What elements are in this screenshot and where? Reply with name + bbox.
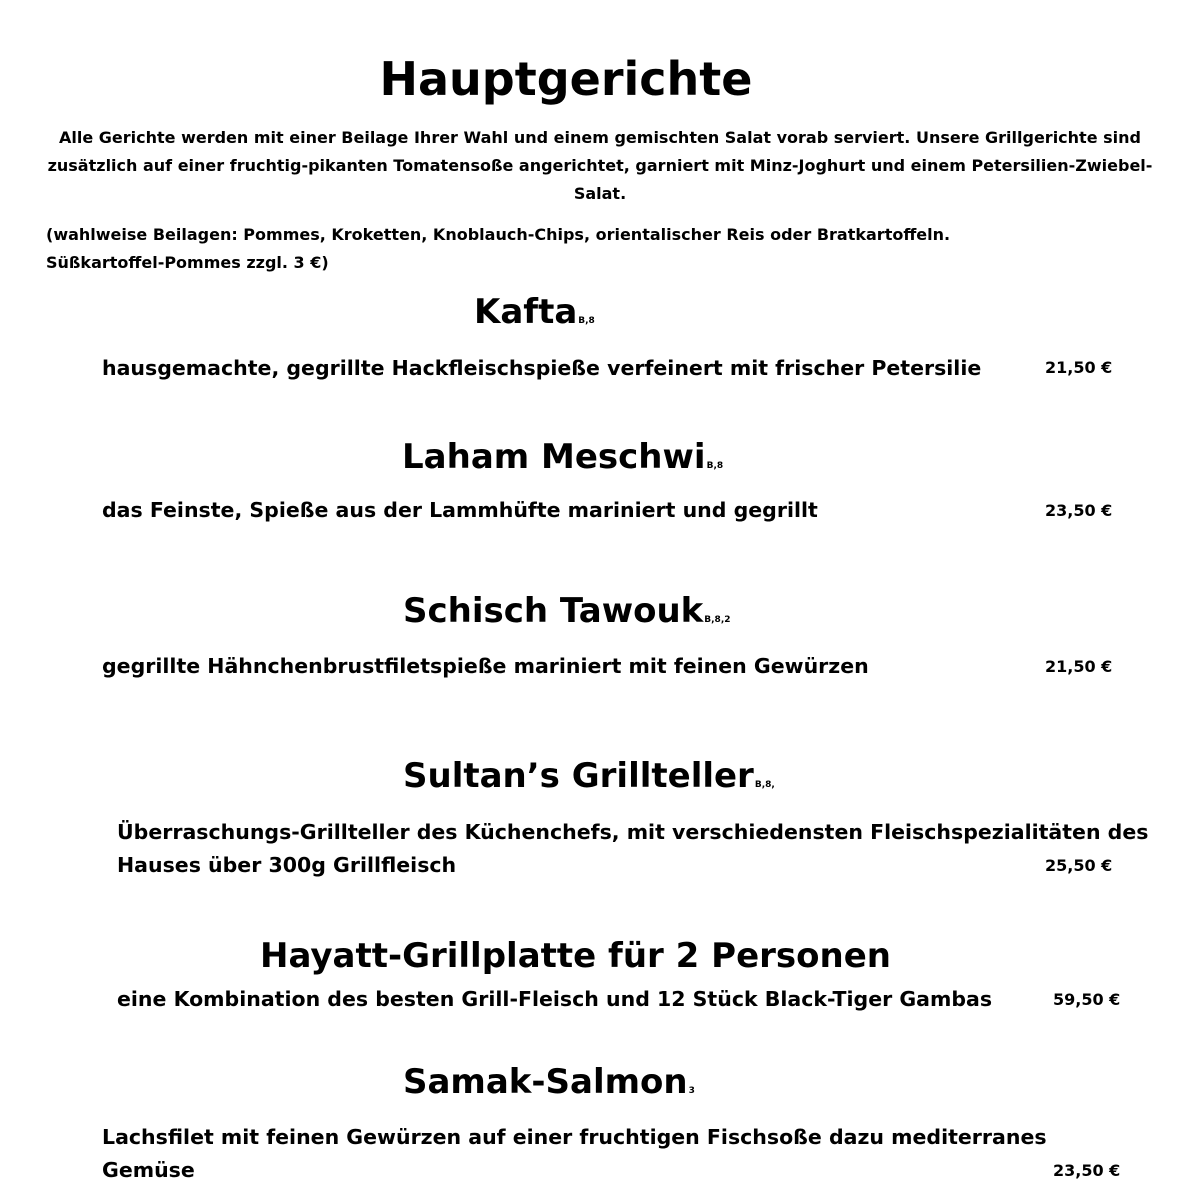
allergen-codes: 3 bbox=[688, 1086, 695, 1096]
dish-name bbox=[260, 936, 892, 976]
dish-name bbox=[402, 437, 723, 477]
dish-name-text: Hayatt-Grillplatte für 2 Personen bbox=[260, 936, 891, 976]
dish-price: 23,50 € bbox=[1053, 1161, 1121, 1180]
dish-name-text: Schisch Tawouk bbox=[403, 591, 704, 631]
sides-note bbox=[46, 221, 1146, 277]
allergen-codes: B,8 bbox=[706, 461, 724, 471]
dish-name-text: Sultan’s Grillteller bbox=[403, 756, 754, 796]
allergen-codes: B,8,2 bbox=[704, 615, 731, 625]
dish-price: 25,50 € bbox=[1045, 856, 1113, 875]
intro-text: Alle Gerichte werden mit einer Beilage Ihrer Wahl und einem gemischten Salat vorab serviert. Unsere Grillgerichte sind zusätzlich auf einer fruchtig-pikanten Tomatensoße angerichtet, garniert mit Minz-Joghurt und einem Petersilien-Zwiebel-Salat. bbox=[47, 128, 1153, 203]
dish-description: hausgemachte, gegrillte Hackfleischspieße verfeinert mit frischer Petersilie bbox=[102, 356, 982, 380]
dish-name-text: Kafta bbox=[474, 292, 578, 332]
allergen-codes: B,8, bbox=[754, 780, 775, 790]
dish-price: 23,50 € bbox=[1045, 501, 1113, 520]
dish-description: eine Kombination des besten Grill-Fleisch und 12 Stück Black-Tiger Gambas bbox=[117, 987, 993, 1011]
sides-note-line-2: Süßkartoffel-Pommes zzgl. 3 €) bbox=[46, 253, 329, 272]
dish-name bbox=[403, 591, 731, 631]
dish-description-line-2: Gemüse bbox=[102, 1158, 195, 1182]
dish-description: gegrillte Hähnchenbrustfiletspieße mariniert mit feinen Gewürzen bbox=[102, 654, 869, 678]
dish-description-line-1: Lachsfilet mit feinen Gewürzen auf einer fruchtigen Fischsoße dazu mediterranes bbox=[102, 1125, 1047, 1149]
dish-name bbox=[403, 756, 775, 796]
dish-price: 59,50 € bbox=[1053, 990, 1121, 1009]
dish-description: das Feinste, Spieße aus der Lammhüfte mariniert und gegrillt bbox=[102, 498, 818, 522]
dish-name-text: Samak-Salmon bbox=[403, 1062, 688, 1102]
page-title: Hauptgerichte bbox=[379, 52, 753, 106]
allergen-codes: B,8 bbox=[578, 316, 595, 326]
sides-note-line-1: (wahlweise Beilagen: Pommes, Kroketten, Knoblauch-Chips, orientalischer Reis oder Bratkartoffeln. bbox=[46, 225, 951, 244]
dish-description-line-1: Überraschungs-Grillteller des Küchenchefs, mit verschiedensten Fleischspezialitäten des bbox=[117, 820, 1149, 844]
dish-name bbox=[474, 292, 595, 332]
dish-description-line-2: Hauses über 300g Grillfleisch bbox=[117, 853, 457, 877]
dish-price: 21,50 € bbox=[1045, 358, 1113, 377]
dish-name bbox=[403, 1062, 695, 1102]
dish-name-text: Laham Meschwi bbox=[402, 437, 706, 477]
dish-price: 21,50 € bbox=[1045, 657, 1113, 676]
